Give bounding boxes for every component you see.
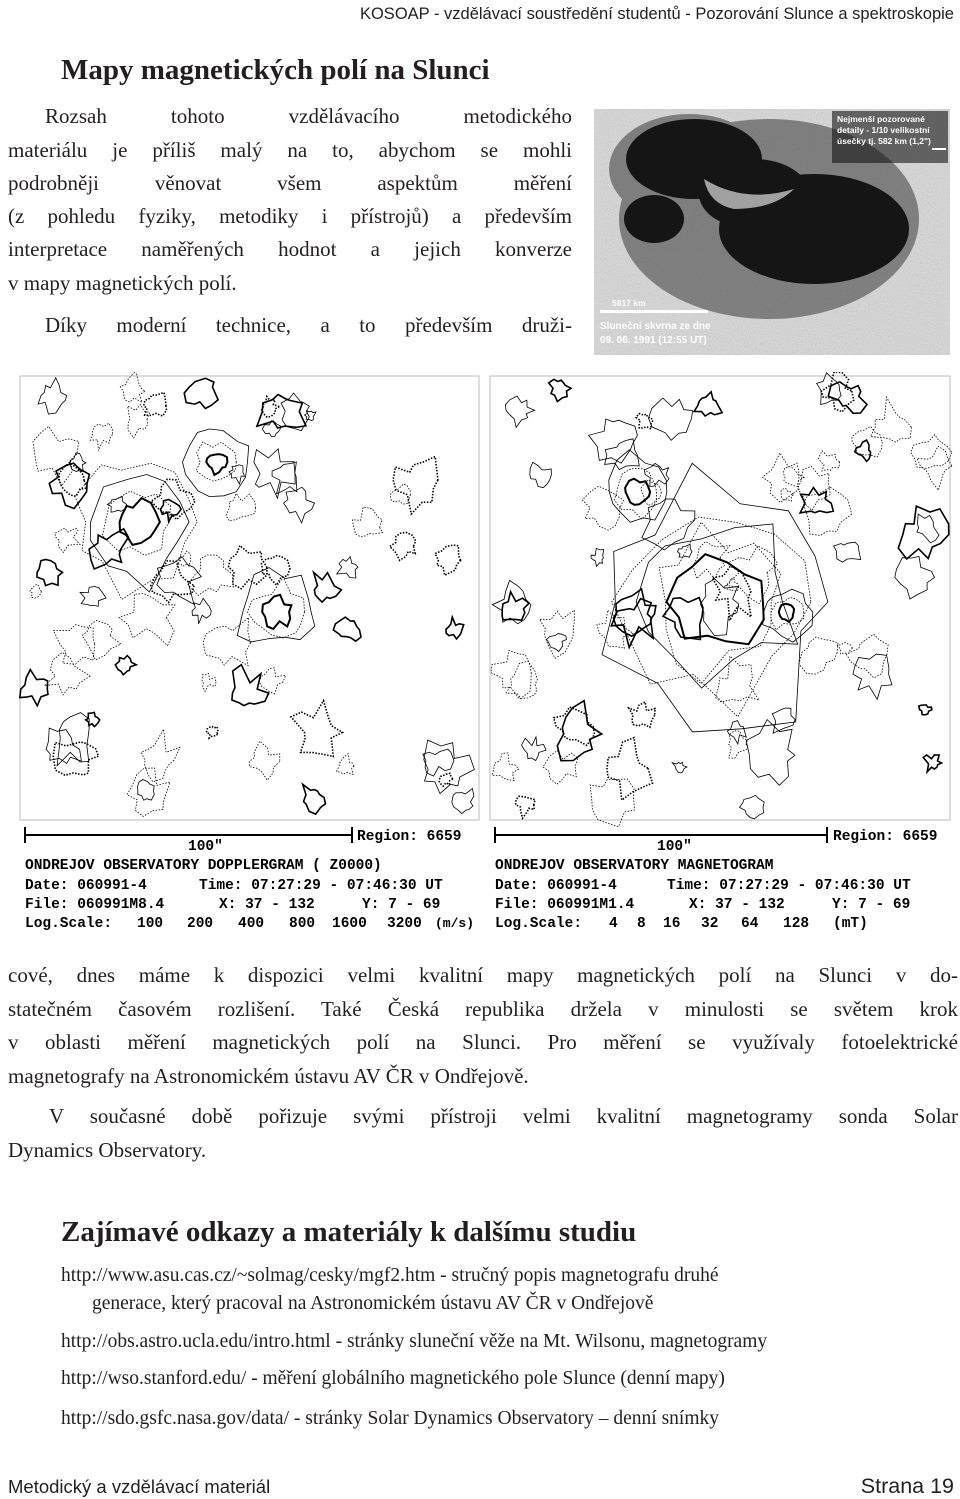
contour-line (291, 701, 343, 757)
text-line: V současné době pořizuje svými přístroji velmi kvalitní magnetogramy sonda Solar (49, 1104, 958, 1128)
contour-line (254, 449, 295, 499)
contour-line (353, 507, 383, 537)
contour-line (229, 546, 268, 589)
contour-line (649, 398, 693, 440)
dopplergram-map (20, 372, 479, 820)
dopplergram-contours (20, 372, 475, 816)
contour-line (305, 411, 316, 421)
time-label: Time: 07:27:29 - 07:46:30 UT (667, 878, 911, 894)
dopplergram-labels (25, 827, 474, 932)
log-scale-value: 16 (663, 916, 681, 932)
link-item[interactable]: http://sdo.gsfc.nasa.gov/data/ - stránky Solar Dynamics Observatory – denní snímky (61, 1408, 720, 1429)
contour-line (203, 618, 250, 666)
contour-line (716, 656, 760, 702)
log-scale-value: 800 (289, 916, 316, 932)
contour-line (202, 674, 216, 692)
contour-line (783, 467, 804, 487)
contour-line (837, 643, 852, 654)
contour-line (188, 555, 234, 595)
contour-line (609, 450, 667, 523)
contour-line (75, 463, 197, 599)
contour-line (284, 487, 315, 523)
magnetogram-contours (491, 372, 952, 827)
y-range-label: Y: 7 - 69 (832, 897, 911, 913)
text-line: cové, dnes máme k dispozici velmi kvalitní mapy magnetických polí na Slunci v do- (8, 963, 958, 987)
photo-note (837, 114, 931, 146)
contour-line (262, 595, 291, 629)
contour-line (629, 702, 655, 727)
text-line: Dynamics Observatory. (8, 1138, 207, 1162)
text-line: Rozsah tohoto vzdělávacího metodického (45, 104, 572, 128)
contour-line (229, 465, 245, 484)
contour-line (446, 617, 464, 639)
scale-label: 5817 km (612, 298, 646, 308)
contour-line (120, 372, 145, 402)
contour-line (55, 528, 80, 552)
contour-line (314, 572, 342, 602)
log-scale-value: 128 (783, 916, 810, 932)
log-scale-value: 32 (701, 916, 719, 932)
link-item[interactable]: http://www.asu.cas.cz/~solmag/cesky/mgf2.htm - stručný popis magnetografu druhé (61, 1265, 719, 1286)
file-label: File: 060991M8.4 (25, 897, 165, 913)
contour-line (694, 392, 722, 416)
contour-line (547, 634, 567, 652)
contour-line (642, 499, 695, 550)
contour-line (452, 789, 474, 814)
contour-line (746, 720, 795, 786)
contour-line (898, 506, 949, 559)
x-range-label: X: 37 - 132 (219, 897, 315, 913)
contour-line (20, 670, 48, 706)
map-title: ONDREJOV OBSERVATORY MAGNETOGRAM (495, 858, 774, 874)
contour-line (919, 705, 932, 715)
log-scale-value: 4 (609, 916, 618, 932)
contour-line (232, 665, 269, 706)
contour-line (895, 557, 935, 600)
contour-line (30, 584, 41, 598)
contour-line (516, 796, 536, 818)
section-title: Mapy magnetických polí na Slunci (61, 54, 490, 86)
photo-note-line: úsečky tj. 582 km (1,2") (837, 136, 931, 146)
contour-line (37, 560, 63, 586)
contour-line (337, 754, 355, 775)
contour-line (799, 637, 838, 674)
contour-line (196, 442, 236, 481)
contour-line (183, 429, 249, 497)
contour-line (82, 620, 121, 660)
contour-line (54, 625, 95, 665)
contour-line (424, 740, 475, 794)
contour-line (33, 426, 79, 485)
contour-line (272, 462, 297, 494)
x-range-label: X: 37 - 132 (689, 897, 785, 913)
footer-title: Metodický a vzdělávací materiál (8, 1476, 271, 1497)
scale-bar (600, 310, 708, 313)
contour-line (86, 713, 100, 727)
contour-line (506, 661, 537, 698)
contour-line (834, 542, 861, 562)
text-line: podrobněji věnovat všem aspektům měření (8, 171, 572, 195)
contour-line (491, 650, 531, 699)
scale-label: 100" (188, 839, 223, 855)
contour-line (607, 738, 653, 801)
contour-line (502, 592, 529, 621)
link-item[interactable]: http://obs.astro.ucla.edu/intro.html - stránky sluneční věže na Mt. Wilsonu, magnetogramy (61, 1331, 768, 1352)
time-label: Time: 07:27:29 - 07:46:30 UT (199, 878, 443, 894)
contour-line (492, 580, 531, 623)
unit-label: (m/s) (435, 916, 475, 931)
contour-line (678, 544, 693, 557)
running-header: KOSOAP - vzdělávací soustředění studentů - Pozorování Slunce a spektroskopie (359, 5, 954, 23)
contour-line (602, 463, 828, 732)
contour-line (303, 784, 326, 814)
contour-line (80, 587, 106, 607)
text-line: v oblasti měření magnetických polí na Slunci. Pro měření se využívaly fotoelektrické (8, 1030, 958, 1054)
photo-note-line: detaily - 1/10 velikostní (837, 125, 930, 135)
contour-line (393, 457, 438, 514)
contour-line (672, 762, 687, 773)
contour-line (337, 557, 358, 578)
magnetic-maps-figure (17, 372, 960, 942)
contour-line (89, 529, 128, 569)
photo-note-line: Nejmenší pozorované (837, 114, 925, 124)
link-item-continuation: generace, který pracoval na Astronomickém ústavu AV ČR v Ondřejově (92, 1293, 654, 1314)
contour-line (237, 568, 314, 642)
text-line: interpretace naměřených hodnot a jejich konverze (8, 237, 572, 261)
magnetogram-map (490, 372, 952, 827)
contour-line (102, 491, 170, 555)
contour-line (589, 419, 638, 463)
text-line: magnetografy na Astronomickém ústavu AV ČR v Ondřejově. (8, 1064, 529, 1088)
contour-line (923, 755, 941, 772)
links-heading: Zajímavé odkazy a materiály k dalšímu studiu (61, 1216, 637, 1248)
contour-line (492, 753, 519, 781)
contour-line (530, 462, 552, 487)
text-line: materiálu je příliš malý na to, abychom se mohli (8, 138, 572, 162)
y-range-label: Y: 7 - 69 (362, 897, 441, 913)
text-line: Díky moderní technice, a to především druži- (45, 313, 572, 337)
text-line: statečném časovém rozlišení. Také Česká republika držela v minulosti se světem krok (8, 997, 958, 1021)
contour-line (192, 598, 211, 624)
contour-line (917, 514, 939, 543)
log-scale-value: 400 (238, 916, 265, 932)
log-scale-value: 3200 (387, 916, 422, 932)
photo-caption-line: 09. 06. 1991 (12:55 UT) (600, 335, 707, 346)
contour-line (740, 795, 765, 819)
unit-label: (mT) (833, 916, 868, 932)
date-label: Date: 060991-4 (495, 878, 617, 894)
log-scale-value: 200 (187, 916, 214, 932)
contour-line (144, 393, 167, 417)
date-label: Date: 060991-4 (25, 878, 147, 894)
contour-line (822, 372, 854, 412)
contour-line (727, 721, 746, 744)
file-label: File: 060991M1.4 (495, 897, 635, 913)
contour-line (138, 780, 155, 801)
contour-line (700, 579, 738, 636)
contour-line (151, 479, 195, 519)
contour-line (557, 701, 601, 761)
contour-line (505, 396, 534, 427)
contour-line (261, 556, 290, 585)
magnetogram-labels (495, 827, 937, 932)
region-label: Region: 6659 (357, 829, 462, 845)
contour-line (435, 545, 461, 575)
contour-line (611, 589, 656, 647)
contour-line (184, 378, 218, 408)
contour-line (636, 414, 653, 429)
contour-line (206, 727, 218, 739)
log-scale-value: 64 (741, 916, 759, 932)
text-line: (z pohledu fyziky, metodiky i přístrojů) a především (8, 204, 572, 228)
contour-line (44, 652, 90, 695)
contour-line (141, 729, 180, 782)
log-scale-value: 100 (137, 916, 164, 932)
log-scale-value: 1600 (332, 916, 367, 932)
contour-line (522, 737, 547, 761)
contour-line (591, 548, 604, 566)
contour-line (390, 532, 416, 560)
contour-line (38, 378, 67, 414)
contour-line (249, 741, 280, 780)
contour-line (771, 597, 804, 630)
text-line: v mapy magnetických polí. (8, 271, 237, 295)
contour-line (636, 524, 798, 688)
contour-line (259, 668, 285, 694)
contour-line (90, 423, 112, 450)
contour-line (333, 617, 361, 641)
log-scale-label: Log.Scale: (495, 916, 583, 932)
log-scale-label: Log.Scale: (25, 916, 113, 932)
contour-line (151, 561, 194, 603)
contour-line (625, 479, 650, 505)
contour-line (226, 494, 256, 522)
log-scale-value: 8 (637, 916, 646, 932)
photo-caption-line: Sluneční skvrna ze dne (600, 321, 711, 332)
contour-line (582, 486, 623, 530)
scale-label: 100" (657, 839, 692, 855)
map-title: ONDREJOV OBSERVATORY DOPPLERGRAM ( Z0000) (25, 858, 382, 874)
page-number: Strana 19 (860, 1474, 954, 1498)
small-scale-bar (932, 148, 946, 150)
link-item[interactable]: http://wso.stanford.edu/ - měření globálního magnetického pole Slunce (denní mapy) (61, 1368, 725, 1389)
contour-line (847, 634, 889, 678)
contour-line (206, 454, 227, 475)
contour-line (549, 379, 571, 401)
contour-line (247, 577, 304, 638)
region-label: Region: 6659 (833, 829, 938, 845)
contour-line (115, 656, 136, 675)
contour-line (819, 451, 840, 471)
sunspot-photo (594, 109, 950, 355)
contour-line (726, 546, 778, 604)
contour-line (871, 397, 912, 442)
